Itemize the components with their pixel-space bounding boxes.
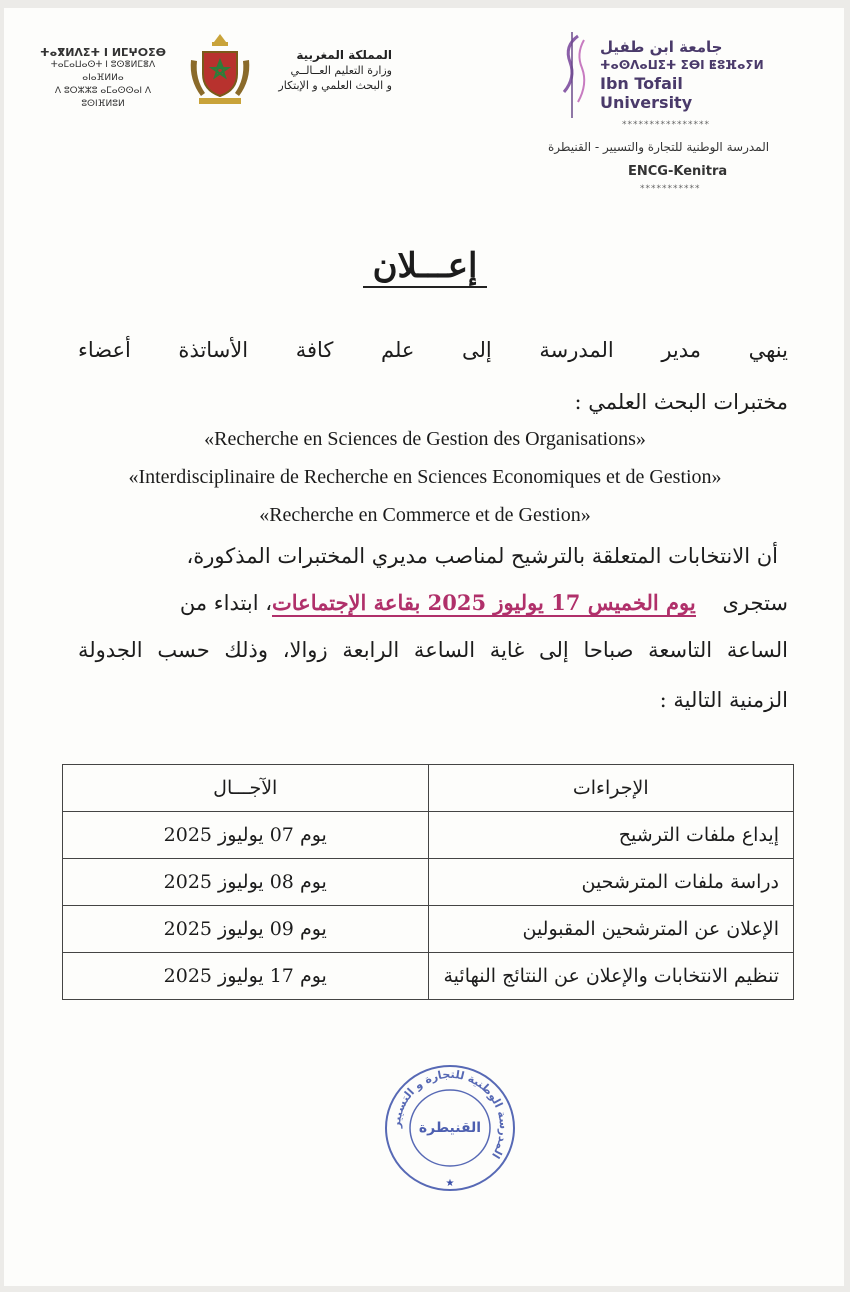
official-stamp-icon	[380, 1062, 520, 1194]
svg-text:★: ★	[445, 1178, 455, 1189]
lab-name-2: «Interdisciplinaire de Recherche en Sciences Economiques et de Gestion»	[128, 466, 722, 488]
table-row	[63, 859, 794, 906]
announcement-title	[0, 246, 850, 286]
table-row	[63, 953, 794, 1000]
school-name-arabic: المدرسة الوطنية للتجارة والتسيير - القنيطرة	[548, 140, 770, 154]
body-line-1: أن الانتخابات المتعلقة بالترشيح لمناصب مديري المختبرات المذكورة،	[186, 544, 778, 568]
intro-line-1: ينهي مدير المدرسة إلى علم كافة الأساتذة أعضاء	[78, 338, 788, 362]
row-date: يوم 09 يوليوز 2025	[63, 906, 429, 953]
row-procedure: إيداع ملفات الترشيح	[428, 812, 794, 859]
row-procedure: تنظيم الانتخابات والإعلان عن النتائج النهائية	[428, 953, 794, 1000]
school-name-english: ENCG-Kenitra	[628, 164, 728, 179]
row-date: يوم 17 يوليوز 2025	[63, 953, 429, 1000]
university-name-block	[600, 38, 765, 112]
university-name-english: Ibn Tofail University	[600, 74, 693, 112]
body-line-3: الساعة التاسعة صباحا إلى غاية الساعة الرابعة زوالا، وذلك حسب الجدولة	[78, 638, 788, 662]
university-logo-icon	[548, 30, 598, 120]
election-date-highlight: يوم الخميس 17 يوليوز 2025 بقاعة الإجتماعات	[272, 590, 696, 615]
university-name-tifinagh: ⵜⴰⵙⴷⴰⵡⵉⵜ ⵉⴱⵏ ⵟⵓⴼⴰⵢⵍ	[600, 58, 764, 72]
announcement-title-text: إعـــلان	[363, 246, 488, 288]
ministry-arabic-block	[262, 48, 392, 93]
schedule-table	[62, 764, 794, 1000]
table-row	[63, 812, 794, 859]
tifinagh-line-1: ⵜⴰⴳⵍⴷⵉⵜ ⵏ ⵍⵎⵖⵔⵉⴱ	[39, 46, 166, 59]
body-line-2-post: ، ابتداء من	[179, 591, 272, 615]
body-line-2	[78, 590, 788, 615]
stamp-ring-text: المدرسة الوطنية للتجارة و التسيير	[389, 1067, 511, 1161]
ministry-line-3: و البحث العلمي و الإبتكار	[278, 79, 392, 92]
body-line-2-pre: ستجرى	[722, 591, 788, 615]
ministry-tifinagh-block	[38, 46, 168, 111]
intro-line-2: مختبرات البحث العلمي :	[574, 390, 788, 414]
royal-emblem-icon	[185, 30, 255, 110]
lab-name-1: «Recherche en Sciences de Gestion des Organisations»	[204, 428, 646, 450]
header-procedures: الإجراءات	[428, 765, 794, 812]
row-date: يوم 07 يوليوز 2025	[63, 812, 429, 859]
row-procedure: دراسة ملفات المترشحين	[428, 859, 794, 906]
body-line-4: الزمنية التالية :	[659, 688, 788, 712]
stars-divider-top: ****************	[622, 120, 710, 130]
table-row	[63, 906, 794, 953]
row-date: يوم 08 يوليوز 2025	[63, 859, 429, 906]
tifinagh-line-3: ⴷ ⵓⵔⵣⵣⵓ ⴰⵎⴰⵙⵙⴰⵏ ⴷ ⵓⵙⵏⴼⵍⵓⵍ	[54, 86, 152, 109]
ministry-line-2: وزارة التعليم العــالــي	[290, 64, 392, 77]
stars-divider-bottom: ***********	[640, 184, 701, 194]
row-procedure: الإعلان عن المترشحين المقبولين	[428, 906, 794, 953]
stamp-center-text: القنيطرة	[418, 1120, 482, 1136]
header-deadlines: الآجـــال	[63, 765, 429, 812]
university-name-arabic: جامعة ابن طفيل	[600, 38, 723, 56]
ministry-line-1: المملكة المغربية	[296, 48, 392, 62]
tifinagh-line-2: ⵜⴰⵎⴰⵡⴰⵙⵜ ⵏ ⵓⵙⴻⵍⵎⴻⴷ ⴰⵏⴰⴼⵍⵍⴰ	[50, 60, 156, 83]
table-header-row	[63, 765, 794, 812]
lab-name-3: «Recherche en Commerce et de Gestion»	[259, 504, 591, 526]
